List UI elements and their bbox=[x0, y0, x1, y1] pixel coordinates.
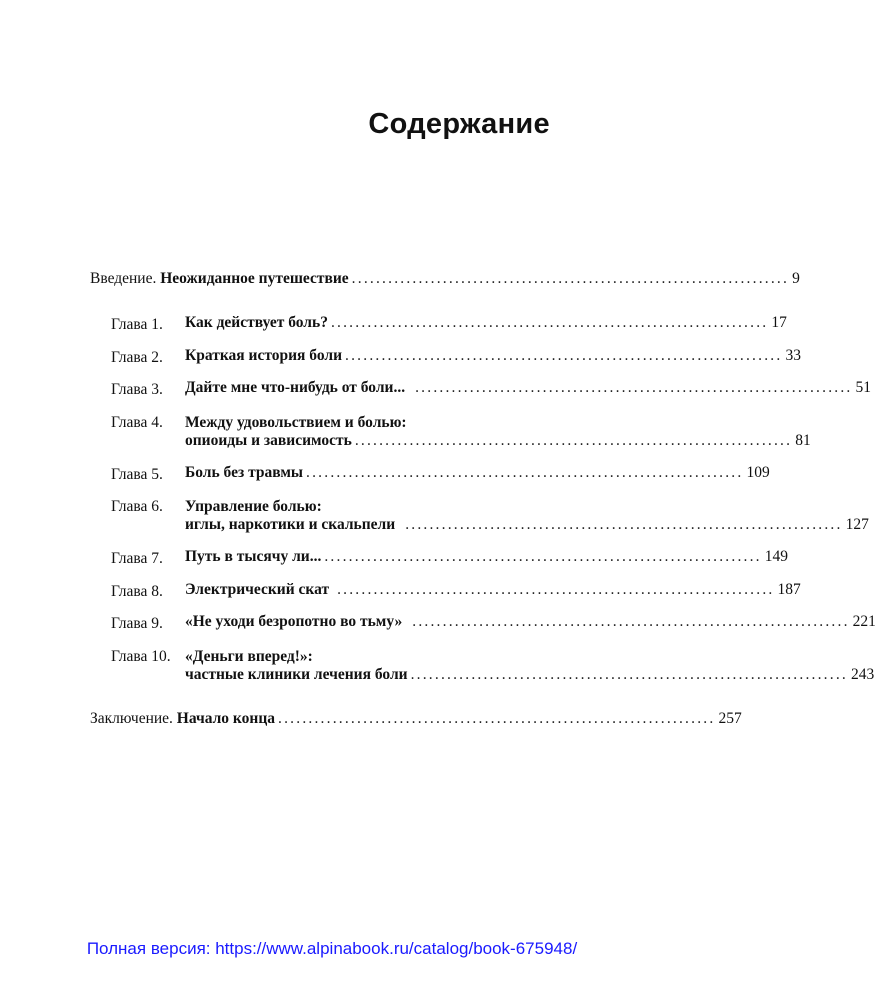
entry-page: 243 bbox=[850, 666, 875, 683]
entry-title: Дайте мне что-нибудь от боли... bbox=[185, 379, 406, 396]
entry-page: 127 bbox=[845, 516, 869, 533]
dot-leader: ........................................................................ bbox=[330, 314, 769, 331]
entry-title-line1: Между удовольствием и болью: bbox=[185, 414, 407, 431]
chapter-label: Глава 8. bbox=[111, 583, 163, 600]
dot-leader: ........................................................................ bbox=[345, 347, 783, 364]
entry-prefix: Заключение. bbox=[90, 710, 173, 727]
chapter-label: Глава 6. bbox=[111, 498, 163, 515]
chapter-label: Глава 9. bbox=[111, 615, 163, 632]
entry-page: 187 bbox=[777, 581, 801, 598]
entry-page: 257 bbox=[718, 710, 742, 727]
entry-title-line1: «Деньги вперед!»: bbox=[185, 648, 313, 665]
chapter-label: Глава 5. bbox=[111, 466, 163, 483]
dot-leader: ........................................................................ bbox=[415, 379, 853, 396]
chapter-label: Глава 2. bbox=[111, 349, 163, 366]
dot-leader: ........................................................................ bbox=[412, 613, 850, 630]
dot-leader: ........................................................................ bbox=[351, 270, 790, 287]
entry-title: «Не уходи безропотно во тьму» bbox=[185, 613, 403, 630]
full-version-link[interactable]: Полная версия: https://www.alpinabook.ru/catalog/book-675948/ bbox=[86, 939, 578, 958]
entry-title: Краткая история боли bbox=[185, 347, 343, 364]
entry-page: 221 bbox=[852, 613, 876, 630]
page-title: Содержание bbox=[368, 108, 550, 140]
entry-title-line1: Управление болью: bbox=[185, 498, 322, 515]
entry-page: 33 bbox=[785, 347, 801, 364]
dot-leader: ........................................................................ bbox=[410, 666, 848, 683]
entry-title: Боль без травмы bbox=[185, 464, 304, 481]
entry-title: Электрический скат bbox=[185, 581, 330, 598]
entry-prefix: Введение. bbox=[90, 270, 157, 287]
entry-title: опиоиды и зависимость bbox=[185, 432, 352, 449]
entry-title: Путь в тысячу ли... bbox=[185, 548, 322, 565]
entry-page: 81 bbox=[795, 432, 811, 449]
chapter-label: Глава 3. bbox=[111, 381, 163, 398]
dot-leader: ........................................................................ bbox=[324, 548, 762, 565]
entry-title: Как действует боль? bbox=[185, 314, 328, 331]
dot-leader: ........................................................................ bbox=[354, 432, 793, 449]
entry-title: частные клиники лечения боли bbox=[185, 666, 408, 683]
entry-page: 51 bbox=[855, 379, 872, 396]
entry-title: Начало конца bbox=[176, 710, 276, 727]
dot-leader: ........................................................................ bbox=[337, 581, 775, 598]
entry-title: иглы, наркотики и скальпели bbox=[185, 516, 396, 533]
chapter-label: Глава 1. bbox=[111, 316, 163, 333]
entry-page: 109 bbox=[746, 464, 770, 481]
dot-leader: ........................................................................ bbox=[405, 516, 843, 533]
entry-page: 17 bbox=[771, 314, 787, 331]
dot-leader: ........................................................................ bbox=[278, 710, 716, 727]
entry-page: 149 bbox=[764, 548, 788, 565]
chapter-label: Глава 10. bbox=[111, 648, 171, 665]
entry-title: Неожиданное путешествие bbox=[160, 270, 349, 287]
dot-leader: ........................................................................ bbox=[306, 464, 744, 481]
chapter-label: Глава 4. bbox=[111, 414, 163, 431]
chapter-label: Глава 7. bbox=[111, 550, 163, 567]
entry-page: 9 bbox=[792, 270, 800, 287]
